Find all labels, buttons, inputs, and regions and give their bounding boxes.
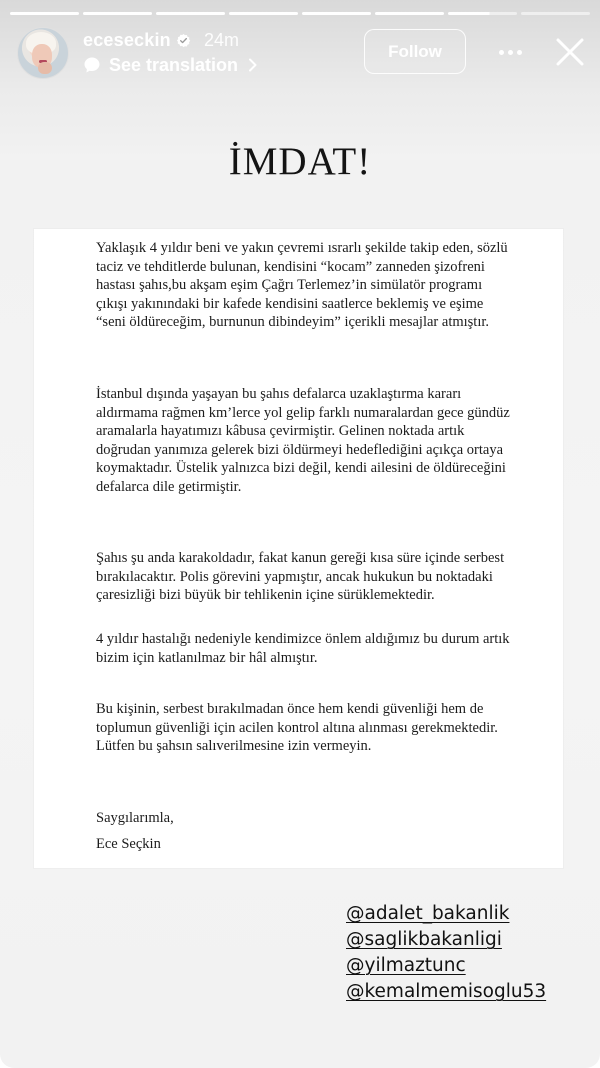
avatar[interactable] — [17, 27, 69, 79]
username[interactable]: eceseckin — [83, 30, 171, 50]
progress-segment — [229, 12, 298, 15]
more-dots-icon — [499, 50, 504, 55]
statement-closing: Saygılarımla, — [96, 810, 174, 826]
mention-sticker[interactable]: @adalet_bakanlik — [346, 903, 510, 924]
mention-sticker[interactable]: @saglikbakanligi — [346, 929, 502, 950]
verified-badge-icon — [176, 33, 191, 48]
mention-stickers — [346, 901, 546, 1004]
statement-paragraph: İstanbul dışında yaşayan bu şahıs defalarca uzaklaştırma kararı aldırmama rağmen km’lerce yol gelip farklı numaralardan gece gündüz aramalarla hayatımızı kâbusa çevirmiştir. Gelinen noktada artık doğrudan yanımıza gelerek bizi öldürmeyi hedeflediğini açıkça ortaya koymaktadır. Üstelik yalnızca bizi değil, kendi ailesini de öldüreceğini defalarca dile getirmiştir. — [96, 386, 510, 495]
post-time: 24m — [204, 30, 240, 50]
statement-signature: Ece Seçkin — [96, 836, 161, 852]
progress-segment — [302, 12, 371, 15]
progress-segment — [521, 12, 590, 15]
more-options-button[interactable] — [494, 40, 526, 64]
translate-bubble-icon — [83, 56, 101, 74]
statement-paragraph: Bu kişinin, serbest bırakılmadan önce hem kendi güvenliği hem de toplumun güvenliği için acilen kontrol altına alınması gerekmektedir. Lütfen bu şahsın salıverilmesine izin vermeyin. — [96, 701, 498, 755]
chevron-right-icon — [248, 58, 258, 72]
mention-sticker[interactable]: @kemalmemisoglu53 — [346, 981, 547, 1002]
progress-segment — [375, 12, 444, 15]
close-icon[interactable] — [554, 36, 586, 68]
progress-segment-current — [448, 12, 517, 15]
statement-document — [34, 229, 563, 868]
statement-paragraph: 4 yıldır hastalığı nedeniyle kendimizce önlem aldığımız bu durum artık bizim için katlanılmaz bir hâl almıştır. — [96, 631, 510, 666]
story-headline: İMDAT! — [228, 140, 372, 183]
mention-sticker[interactable]: @yilmaztunc — [346, 955, 466, 976]
see-translation-label: See translation — [109, 54, 239, 75]
statement-paragraph: Yaklaşık 4 yıldır beni ve yakın çevremi ısrarlı şekilde takip eden, sözlü taciz ve tehditlerde bulunan, kendisini “kocam” zanneden şizofreni hastası şahıs,bu akşam eşim Çağrı Terlemez’in simülatör programı çıkışı yakınındaki bir kafede kendisini saatlerce beklemiş ve eşime “seni öldüreceğim, burnunun dibindeyim” içerikli mesajlar atmıştır. — [96, 240, 508, 331]
progress-segment — [10, 12, 79, 15]
statement-paragraph: Şahıs şu anda karakoldadır, fakat kanun gereği kısa süre içinde serbest bırakılacaktır. Polis görevini yapmıştır, ancak hukukun bu noktadaki çaresizliği bizi büyük bir tehlikenin içine sürüklemektedir. — [96, 550, 505, 604]
progress-segment — [156, 12, 225, 15]
follow-button[interactable]: Follow — [364, 29, 466, 74]
story-progress-bar — [10, 12, 590, 15]
see-translation-link[interactable] — [83, 54, 258, 76]
progress-segment — [83, 12, 152, 15]
